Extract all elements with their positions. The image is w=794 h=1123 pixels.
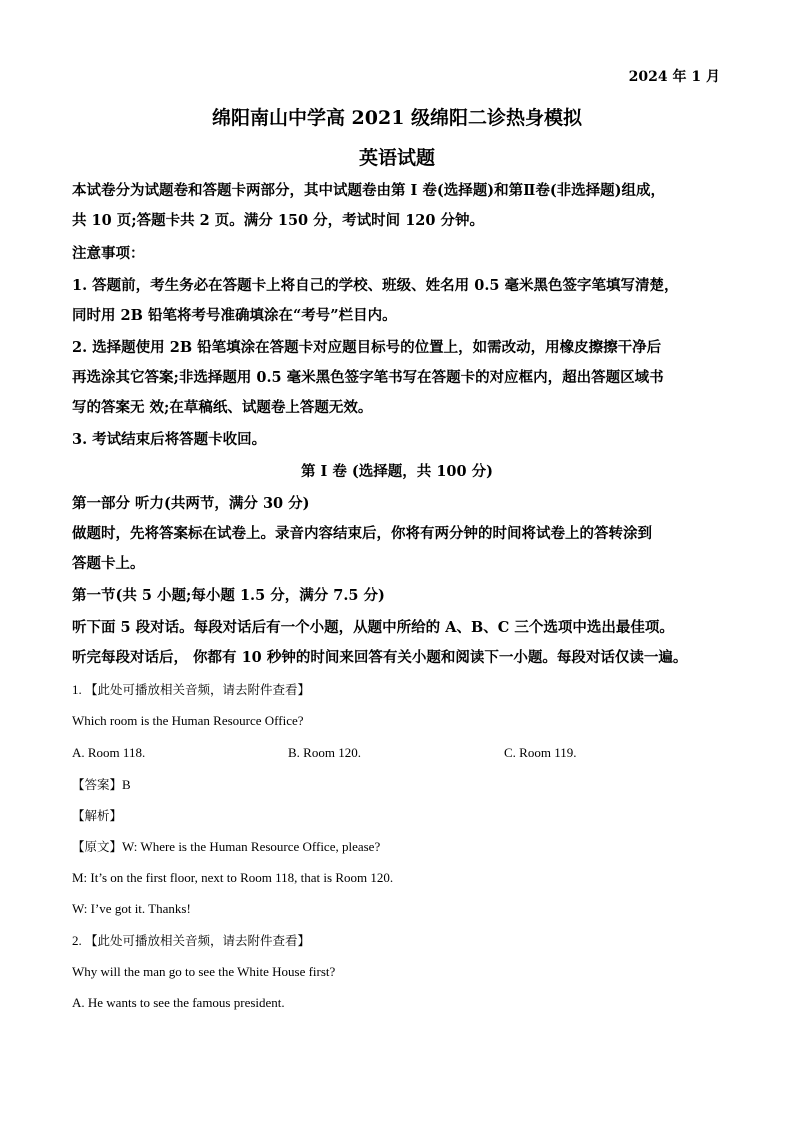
intro-line-2: 共 10 页;答题卡共 2 页。满分 150 分，考试时间 120 分钟。 bbox=[72, 212, 485, 229]
part1-heading: 第一部分 听力(共两节，满分 30 分) bbox=[72, 495, 310, 512]
q1-transcript-line-3: W: I’ve got it. Thanks! bbox=[72, 901, 191, 916]
q1-analysis bbox=[72, 806, 122, 826]
q1-answer bbox=[72, 775, 131, 795]
section1-heading: 第一节(共 5 小题;每小题 1.5 分，满分 7.5 分) bbox=[72, 587, 385, 604]
q2-number: 2. bbox=[72, 933, 82, 948]
q1-number: 1. bbox=[72, 682, 82, 697]
exam-title: 绵阳南山中学高 2021 级绵阳二诊热身模拟 bbox=[211, 107, 583, 129]
exam-date: 2024 年 1 月 bbox=[628, 69, 720, 85]
notice-item-1-line-1: 1. 答题前，考生务必在答题卡上将自己的学校、班级、姓名用 0.5 毫米黑色签字笔填写清楚， bbox=[72, 277, 679, 294]
q1-header bbox=[72, 680, 310, 700]
notice-item-2-line-3: 写的答案无 效;在草稿纸、试题卷上答题无效。 bbox=[72, 399, 373, 416]
part1-desc-line-2: 答题卡上。 bbox=[72, 555, 145, 572]
q1-analysis-tag: 【解析】 bbox=[72, 808, 123, 823]
exam-subtitle: 英语试题 bbox=[358, 147, 435, 169]
notice-item-3: 3. 考试结束后将答题卡收回。 bbox=[72, 431, 267, 448]
part1-desc-line-1: 做题时，先将答案标在试卷上。录音内容结束后，你将有两分钟的时间将试卷上的答转涂到 bbox=[72, 525, 652, 542]
q1-orig-tag: 【原文】 bbox=[72, 839, 123, 854]
q1-transcript-text-1: W: Where is the Human Resource Office, please? bbox=[122, 839, 381, 854]
q2-audio-note[interactable]: 【此处可播放相关音频，请去附件查看】 bbox=[85, 933, 311, 948]
q1-option-c: C. Room 119. bbox=[504, 745, 577, 760]
q2-question: Why will the man go to see the White House first? bbox=[72, 964, 336, 979]
q1-answer-tag: 【答案】 bbox=[72, 777, 123, 792]
q1-audio-note[interactable]: 【此处可播放相关音频，请去附件查看】 bbox=[85, 682, 311, 697]
q1-option-b: B. Room 120. bbox=[288, 745, 361, 760]
q2-header bbox=[72, 931, 310, 951]
q1-transcript-line-2: M: It’s on the first floor, next to Room 118, that is Room 120. bbox=[72, 870, 394, 885]
volume-heading: 第 I 卷 (选择题，共 100 分) bbox=[300, 463, 493, 480]
notice-item-1-line-2: 同时用 2B 铅笔将考号准确填涂在“考号”栏目内。 bbox=[72, 307, 397, 324]
q1-transcript-line-1 bbox=[72, 837, 380, 857]
intro-line-1: 本试卷分为试题卷和答题卡两部分，其中试题卷由第 I 卷(选择题)和第Ⅱ卷(非选择题)组成， bbox=[72, 182, 666, 199]
q1-option-a: A. Room 118. bbox=[72, 745, 146, 760]
section1-instr-line-1: 听下面 5 段对话。每段对话后有一个小题，从题中所给的 A、B、C 三个选项中选出最佳项。 bbox=[72, 619, 674, 636]
notice-item-2-line-2: 再选涂其它答案;非选择题用 0.5 毫米黑色签字笔书写在答题卡的对应框内，超出答题区域书 bbox=[72, 369, 664, 386]
section1-instr-line-2: 听完每段对话后， 你都有 10 秒钟的时间来回答有关小题和阅读下一小题。每段对话仅读一遍。 bbox=[72, 649, 688, 666]
q1-question: Which room is the Human Resource Office? bbox=[72, 713, 304, 728]
notice-heading: 注意事项： bbox=[72, 245, 145, 262]
notice-item-2-line-1: 2. 选择题使用 2B 铅笔填涂在答题卡对应题目标号的位置上，如需改动，用橡皮擦擦干净后 bbox=[72, 339, 662, 356]
q1-answer-value: B bbox=[122, 777, 131, 792]
q2-option-a: A. He wants to see the famous president. bbox=[72, 995, 285, 1010]
